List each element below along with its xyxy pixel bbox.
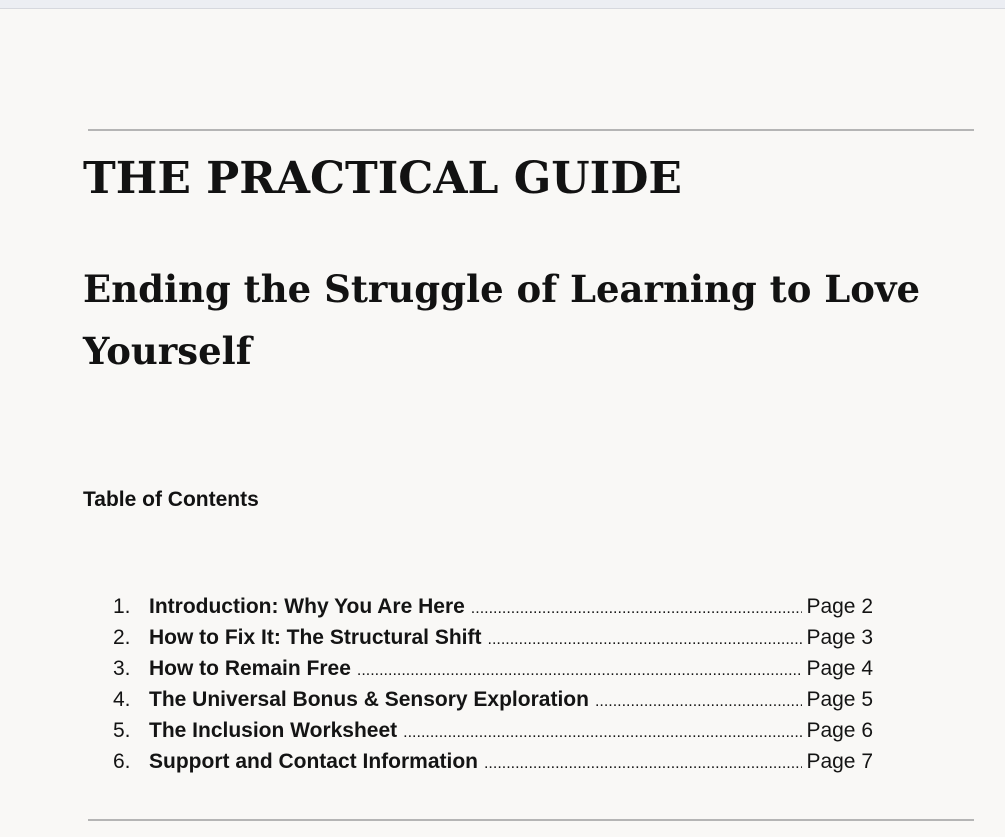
document-title: THE PRACTICAL GUIDE — [83, 153, 682, 204]
dot-leader — [484, 748, 802, 779]
toc-item-title: The Inclusion Worksheet — [149, 719, 398, 742]
dot-leader — [471, 593, 803, 624]
toc-item-page: Page 5 — [806, 688, 873, 711]
document-subtitle: Ending the Struggle of Learning to Love Yourself — [83, 267, 921, 373]
window-top-edge — [0, 0, 1005, 9]
toc-item-page: Page 6 — [806, 719, 873, 742]
dot-leader — [488, 624, 803, 655]
toc-item-number: 5. — [113, 719, 131, 742]
toc-item-page: Page 4 — [806, 657, 873, 680]
dot-leader — [403, 717, 802, 748]
toc-item-title: How to Fix It: The Structural Shift — [149, 626, 482, 649]
toc-item-inclusion-worksheet[interactable] — [113, 715, 873, 746]
toc-item-number: 3. — [113, 657, 131, 680]
toc-item-page: Page 3 — [806, 626, 873, 649]
toc-item-title: Introduction: Why You Are Here — [149, 595, 465, 618]
bottom-divider — [88, 819, 974, 821]
toc-item-title: Support and Contact Information — [149, 750, 478, 773]
table-of-contents — [113, 591, 873, 777]
toc-item-number: 2. — [113, 626, 131, 649]
toc-item-title: The Universal Bonus & Sensory Exploration — [149, 688, 589, 711]
toc-item-page: Page 7 — [806, 750, 873, 773]
toc-heading: Table of Contents — [83, 488, 259, 511]
toc-item-remain-free[interactable] — [113, 653, 873, 684]
toc-item-number: 4. — [113, 688, 131, 711]
toc-item-universal-bonus[interactable] — [113, 684, 873, 715]
top-divider — [88, 129, 974, 131]
toc-item-number: 6. — [113, 750, 131, 773]
toc-item-how-to-fix-it[interactable] — [113, 622, 873, 653]
toc-item-title: How to Remain Free — [149, 657, 351, 680]
toc-item-page: Page 2 — [806, 595, 873, 618]
toc-item-introduction[interactable] — [113, 591, 873, 622]
dot-leader — [595, 686, 803, 717]
dot-leader — [357, 655, 803, 686]
toc-item-support-contact[interactable] — [113, 746, 873, 777]
toc-item-number: 1. — [113, 595, 131, 618]
